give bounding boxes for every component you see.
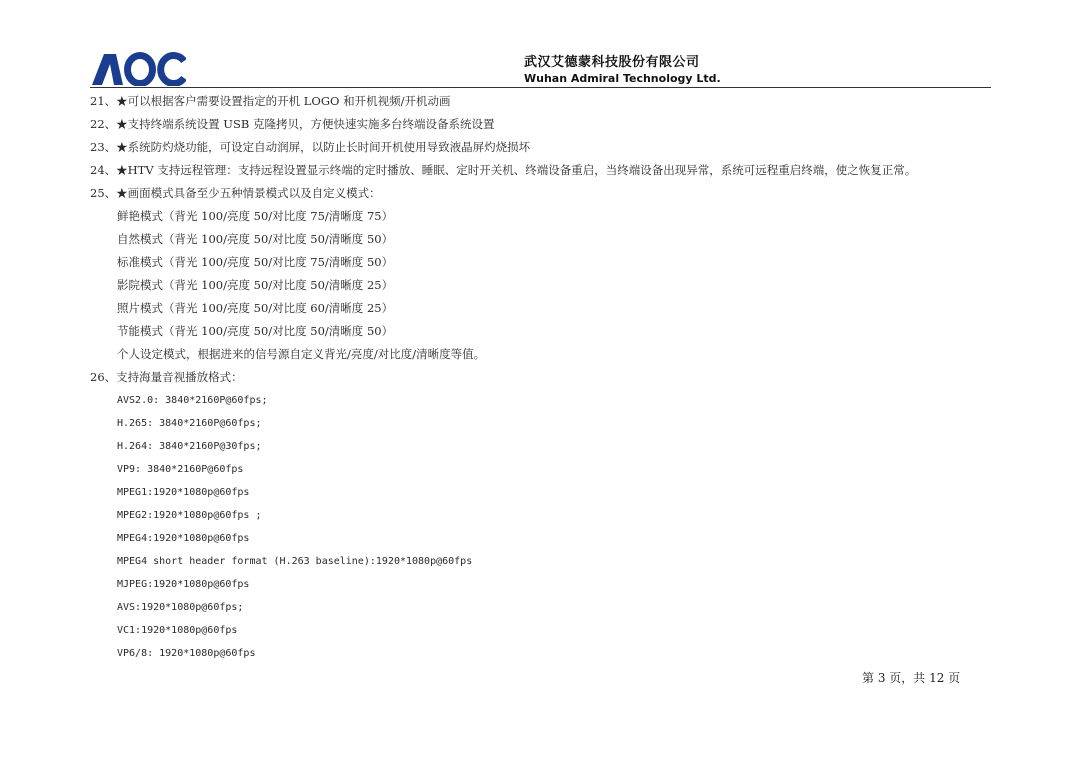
aoc-logo xyxy=(90,52,186,86)
list-subitem: MPEG2:1920*1080p@60fps ; xyxy=(117,510,262,521)
list-item: 25、★画面模式具备至少五种情景模式以及自定义模式： xyxy=(90,186,381,200)
list-subitem: 自然模式（背光 100/亮度 50/对比度 50/清晰度 50） xyxy=(117,232,394,246)
list-subitem: 鲜艳模式（背光 100/亮度 50/对比度 75/清晰度 75） xyxy=(117,209,394,223)
list-subitem: 影院模式（背光 100/亮度 50/对比度 50/清晰度 25） xyxy=(117,278,394,292)
page-number: 第 3 页，共 12 页 xyxy=(862,671,961,685)
list-subitem: VP9: 3840*2160P@60fps xyxy=(117,464,244,475)
list-item: 21、★可以根据客户需要设置指定的开机 LOGO 和开机视频/开机动画 xyxy=(90,94,451,108)
company-name-block xyxy=(524,55,721,86)
header-divider xyxy=(90,87,991,88)
list-subitem: H.264: 3840*2160P@30fps; xyxy=(117,441,262,452)
list-subitem: VC1:1920*1080p@60fps xyxy=(117,625,238,636)
list-subitem: MPEG1:1920*1080p@60fps xyxy=(117,487,250,498)
list-subitem: MJPEG:1920*1080p@60fps xyxy=(117,579,250,590)
list-item: 24、★HTV 支持远程管理：支持远程设置显示终端的定时播放、睡眠、定时开关机、终端设备重启，当终端设备出现异常，系统可远程重启终端，使之恢复正常。 xyxy=(90,163,917,177)
list-subitem: 照片模式（背光 100/亮度 50/对比度 60/清晰度 25） xyxy=(117,301,394,315)
list-subitem: 个人设定模式，根据进来的信号源自定义背光/亮度/对比度/清晰度等值。 xyxy=(117,347,486,361)
list-item: 23、★系统防灼烧功能，可设定自动润屏，以防止长时间开机使用导致液晶屏灼烧损坏 xyxy=(90,140,531,154)
list-subitem: AVS:1920*1080p@60fps; xyxy=(117,602,244,613)
document-body xyxy=(90,90,991,665)
list-subitem: MPEG4 short header format (H.263 baseline):1920*1080p@60fps xyxy=(117,556,473,567)
company-name-cn: 武汉艾德蒙科技股份有限公司 xyxy=(524,55,700,70)
list-item: 26、支持海量音视播放格式： xyxy=(90,370,243,384)
list-subitem: 标准模式（背光 100/亮度 50/对比度 75/清晰度 50） xyxy=(117,255,394,269)
list-subitem: AVS2.0: 3840*2160P@60fps; xyxy=(117,395,268,406)
list-subitem: MPEG4:1920*1080p@60fps xyxy=(117,533,250,544)
list-subitem: VP6/8: 1920*1080p@60fps xyxy=(117,648,256,659)
company-name-en: Wuhan Admiral Technology Ltd. xyxy=(524,72,721,85)
list-item: 22、★支持终端系统设置 USB 克隆拷贝，方便快速实施多台终端设备系统设置 xyxy=(90,117,495,131)
list-subitem: H.265: 3840*2160P@60fps; xyxy=(117,418,262,429)
aoc-logo-graphic xyxy=(90,52,186,86)
list-subitem: 节能模式（背光 100/亮度 50/对比度 50/清晰度 50） xyxy=(117,324,394,338)
